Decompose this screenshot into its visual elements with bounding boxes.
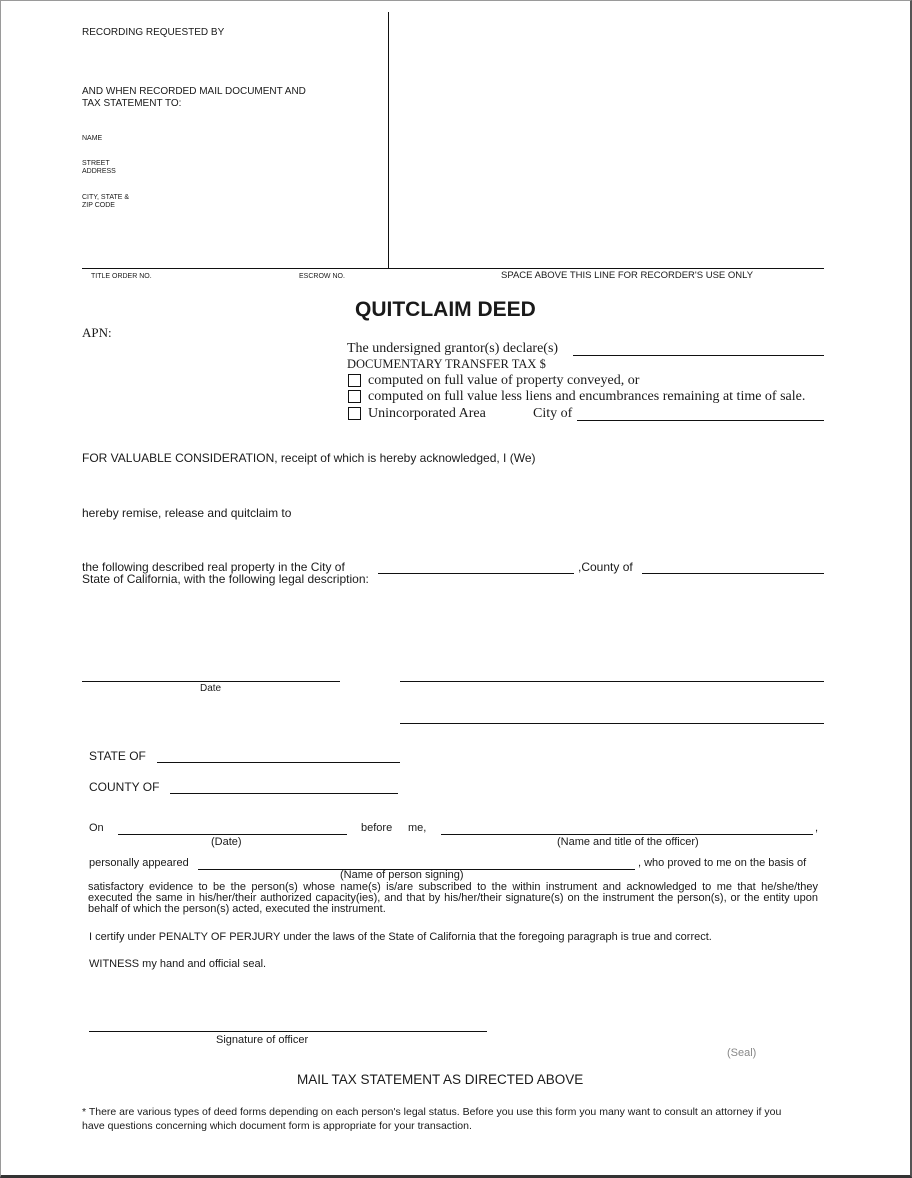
full-value-checkbox[interactable] (348, 374, 361, 387)
witness-text: WITNESS my hand and official seal. (89, 958, 267, 970)
date-signature-line[interactable] (82, 681, 340, 682)
full-value-option: computed on full value of property conveyed, or (368, 373, 640, 388)
consideration-text: FOR VALUABLE CONSIDERATION, receipt of which is hereby acknowledged, I (We) (82, 451, 536, 465)
recorder-note: SPACE ABOVE THIS LINE FOR RECORDER'S USE ONLY (501, 270, 754, 281)
personally-appeared-label: personally appeared (89, 857, 189, 869)
proved-text: , who proved to me on the basis of (638, 857, 807, 869)
zip-code-label: ZIP CODE (82, 202, 115, 209)
grantor-signature-line-1[interactable] (400, 681, 824, 682)
officer-caption: (Name and title of the officer) (557, 836, 699, 848)
recording-requested-label: RECORDING REQUESTED BY (82, 27, 225, 38)
grantor-signature-line-2[interactable] (400, 723, 824, 724)
officer-signature-line[interactable] (89, 1031, 487, 1032)
unincorporated-option: Unincorporated Area (368, 406, 486, 421)
tax-statement-label: TAX STATEMENT TO: (82, 98, 182, 109)
page-title: QUITCLAIM DEED (355, 298, 536, 321)
transfer-tax-label: DOCUMENTARY TRANSFER TAX $ (347, 357, 546, 371)
on-label: On (89, 822, 104, 834)
recorder-line (82, 268, 824, 269)
street-label: STREET (82, 160, 110, 167)
before-label: before (361, 822, 393, 834)
officer-name-line[interactable] (441, 834, 813, 835)
officer-comma: , (815, 822, 819, 834)
county-of-text: ,County of (578, 560, 633, 574)
state-of-label: STATE OF (89, 749, 146, 763)
me-label: me, (408, 822, 427, 834)
city-of-label: City of (533, 406, 573, 421)
footer-note: * There are various types of deed forms depending on each person's legal status. Before you use this form you many want to consult an attorney if you have questions concerning which document form is appropriate for your transaction. (82, 1106, 782, 1132)
apn-label: APN: (82, 325, 112, 340)
property-city-text: the following described real property in the City of (82, 560, 345, 574)
title-order-label: TITLE ORDER NO. (91, 273, 152, 280)
signature-officer-caption: Signature of officer (216, 1034, 309, 1046)
city-state-label: CITY, STATE & (82, 194, 130, 201)
city-of-line[interactable] (577, 420, 824, 421)
county-line[interactable] (642, 573, 824, 574)
mail-tax-statement: MAIL TAX STATEMENT AS DIRECTED ABOVE (297, 1072, 584, 1087)
unincorporated-checkbox[interactable] (348, 407, 361, 420)
header-divider-vertical (388, 12, 389, 268)
address-label: ADDRESS (82, 168, 116, 175)
grantor-declares-line[interactable] (573, 355, 824, 356)
grantor-declares: The undersigned grantor(s) declare(s) (347, 341, 559, 356)
state-of-line[interactable] (157, 762, 400, 763)
legal-description-text: State of California, with the following legal description: (82, 572, 369, 586)
person-signing-caption: (Name of person signing) (340, 869, 464, 881)
name-label: NAME (82, 135, 103, 142)
county-of-label: COUNTY OF (89, 780, 160, 794)
date-caption: Date (200, 683, 222, 694)
less-liens-checkbox[interactable] (348, 390, 361, 403)
perjury-text: I certify under PENALTY OF PERJURY under the laws of the State of California that the foregoing paragraph is true and correct. (89, 931, 712, 943)
evidence-paragraph: satisfactory evidence to be the person(s) whose name(s) is/are subscribed to the within instrument and acknowledged to me that he/she/they executed the same in his/her/their authorized capacity(ies), and that by his/her/their signature(s) on the instrument the person(s), or the entity upon behalf of which the person(s) acted, executed the instrument. (88, 881, 818, 915)
date-caption-notary: (Date) (211, 836, 242, 848)
less-liens-option: computed on full value less liens and encumbrances remaining at time of sale. (368, 389, 806, 404)
property-city-line[interactable] (378, 573, 574, 574)
seal-label: (Seal) (727, 1047, 757, 1059)
mail-document-label: AND WHEN RECORDED MAIL DOCUMENT AND (82, 86, 306, 97)
county-of-line[interactable] (170, 793, 398, 794)
escrow-label: ESCROW NO. (299, 273, 345, 280)
notary-date-line[interactable] (118, 834, 347, 835)
remise-text: hereby remise, release and quitclaim to (82, 506, 292, 520)
